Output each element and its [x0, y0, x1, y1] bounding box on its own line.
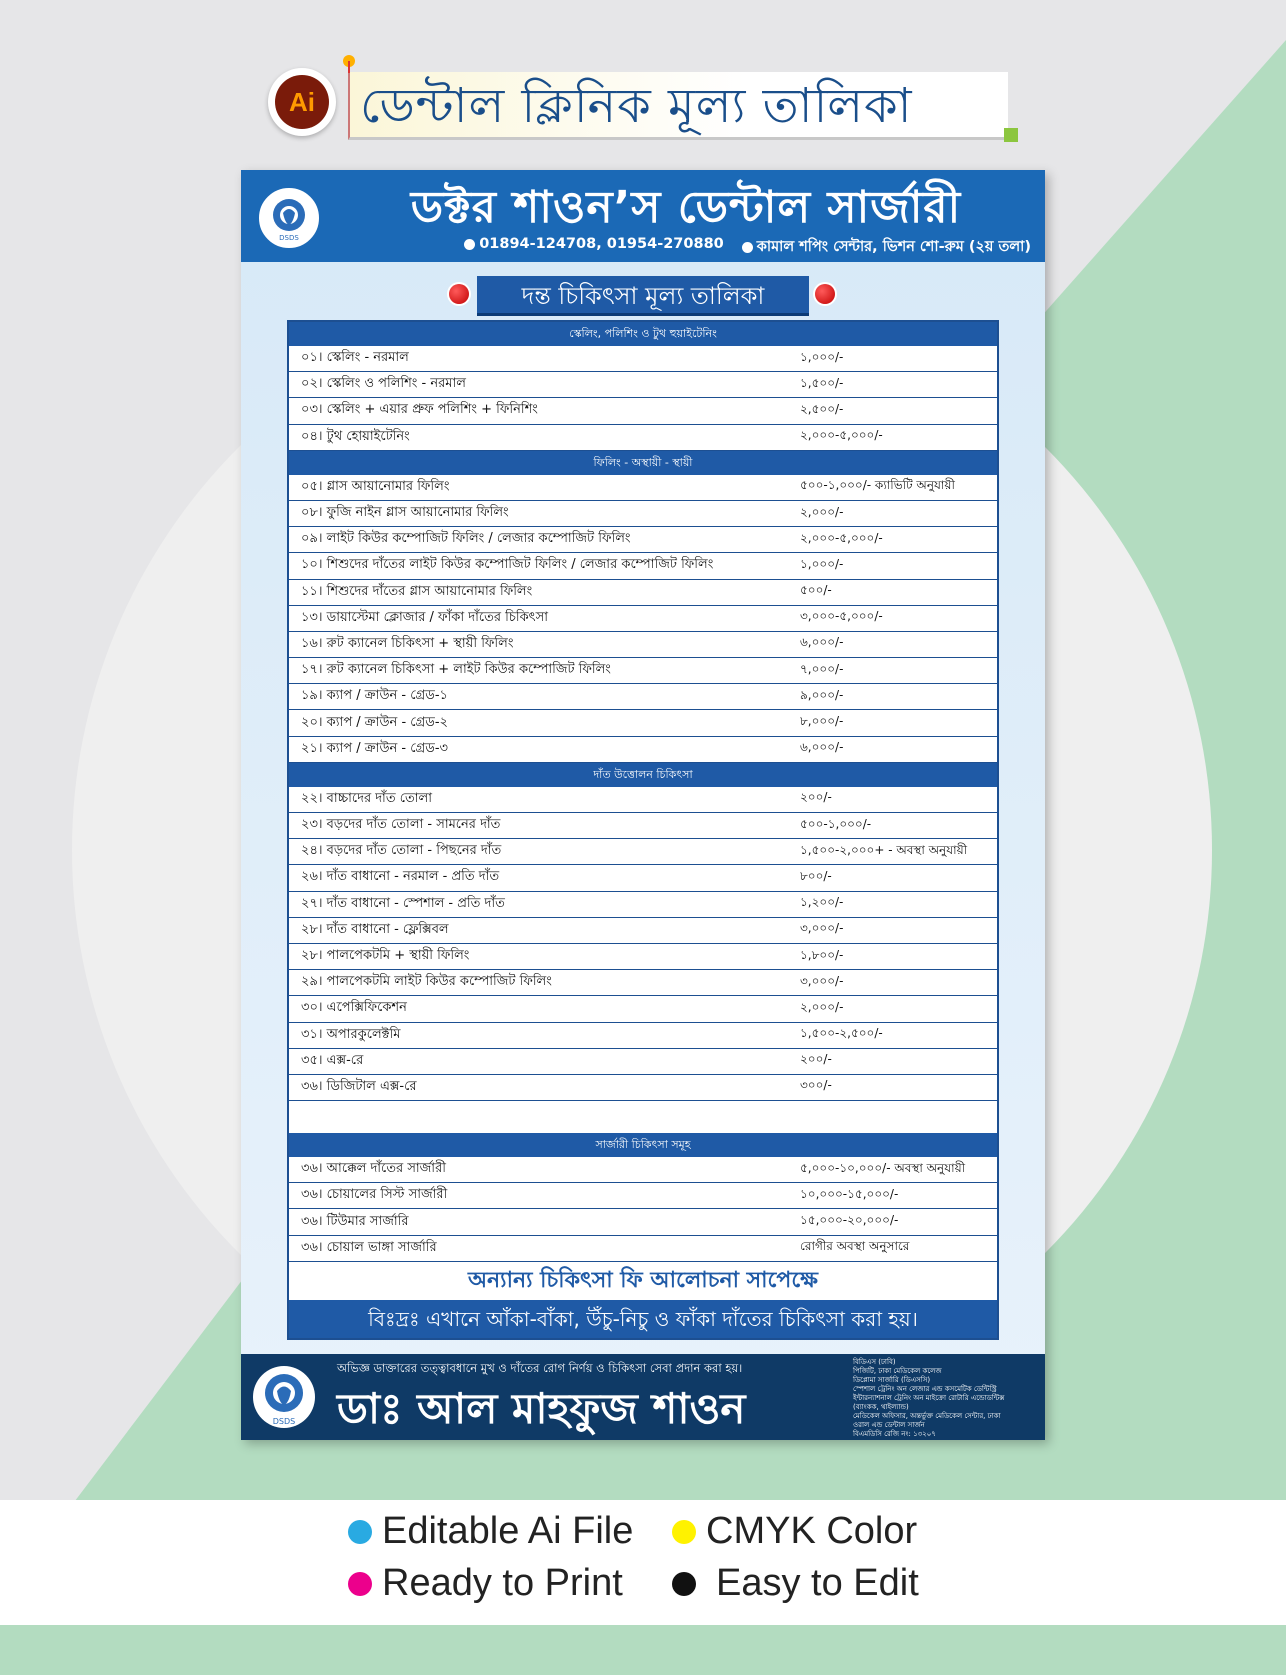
ai-logo-icon [268, 68, 336, 136]
service-name: ২০। ক্যাপ / ক্রাউন - গ্রেড-২ [301, 714, 448, 730]
service-name: ০৫। গ্লাস আয়ানোমার ফিলিং [301, 478, 450, 494]
table-row [289, 1049, 997, 1075]
service-price: ১৫,০০০-২০,০০০/- [800, 1213, 899, 1228]
service-name: ৩৬। ডিজিটাল এক্স-রে [301, 1078, 417, 1094]
service-price: রোগীর অবস্থা অনুসারে [800, 1239, 910, 1254]
table-row [289, 737, 997, 763]
section-rows [289, 1157, 997, 1262]
special-note: বিঃদ্রঃ এখানে আঁকা-বাঁকা, উঁচু-নিচু ও ফাঁকা দাঁতের চিকিৎসা করা হয়। [289, 1300, 997, 1338]
service-price: ১,৫০০/- [800, 375, 844, 390]
table-row [289, 346, 997, 372]
service-price: ২,০০০/- [800, 504, 844, 519]
service-name: ৩৬। চোয়াল ভাঙ্গা সার্জারি [301, 1239, 437, 1255]
table-row [289, 425, 997, 451]
table-row [289, 710, 997, 736]
table-row [289, 918, 997, 944]
table-row [289, 475, 997, 501]
service-name: ১৬। রুট ক্যানেল চিকিৎসা + স্থায়ী ফিলিং [301, 635, 514, 651]
service-price: ১,০০০/- [800, 349, 844, 364]
doctor-name: ডাঃ আল মাহফুজ শাওন [337, 1384, 746, 1433]
qualification-line: ইন্টারন্যাশনাল ট্রেনিং অন মাইক্রো রোটারি এন্ডোডন্টিক্স [853, 1394, 1005, 1402]
qualifications [853, 1358, 1039, 1439]
table-row [289, 1183, 997, 1209]
blank-row [289, 1101, 997, 1133]
feature-item [348, 1562, 623, 1605]
table-row [289, 553, 997, 579]
table-row [289, 372, 997, 398]
red-dot-icon [449, 284, 469, 304]
service-price: ৫০০/- [800, 583, 832, 598]
service-price: ৩,০০০/- [800, 973, 844, 988]
service-name: ২৩। বড়দের দাঁত তোলা - সামনের দাঁত [301, 817, 501, 833]
red-dot-icon [815, 284, 835, 304]
doctor-logo-icon [253, 1366, 315, 1428]
feature-item [672, 1510, 917, 1553]
table-row [289, 970, 997, 996]
service-name: ০৮। ফুজি নাইন গ্লাস আয়ানোমার ফিলিং [301, 505, 509, 521]
table-row [289, 1157, 997, 1183]
service-price: ২,০০০-৫,০০০/- [800, 530, 883, 545]
service-price: ৮,০০০/- [800, 714, 844, 729]
service-name: ০১। স্কেলিং - নরমাল [301, 350, 409, 366]
black-dot-icon [672, 1572, 696, 1596]
cyan-dot-icon [348, 1520, 372, 1544]
table-row [289, 813, 997, 839]
service-name: ০৩। স্কেলিং + এয়ার প্রুফ পলিশিং + ফিনিশিং [301, 402, 538, 418]
yellow-dot-icon [672, 1520, 696, 1544]
service-name: ২১। ক্যাপ / ক্রাউন - গ্রেড-৩ [301, 740, 448, 756]
table-row [289, 580, 997, 606]
service-price: ৭,০০০/- [800, 661, 844, 676]
feature-label: CMYK Color [706, 1510, 918, 1552]
service-price: ১,৫০০-২,০০০+ - অবস্থা অনুযায়ী [800, 842, 968, 857]
service-name: ১৭। রুট ক্যানেল চিকিৎসা + লাইট কিউর কম্পোজিট ফিলিং [301, 662, 611, 678]
qualification-line: (ব্যাংকক, থাইল্যান্ড) [853, 1403, 909, 1411]
top-title [268, 52, 1018, 144]
service-price: ২০০/- [800, 790, 832, 805]
footer-tagline: অভিজ্ঞ ডাক্তারের তত্ত্বাবধানে মুখ ও দাঁতের রোগ নির্ণয় ও চিকিৎসা সেবা প্রদান করা হয়। [337, 1361, 743, 1375]
svg-text:DSDS: DSDS [272, 1417, 296, 1426]
page-title: ডেন্টাল ক্লিনিক মূল্য তালিকা [360, 78, 913, 134]
service-name: ৩৬। চোয়ালের সিস্ট সার্জারী [301, 1187, 448, 1203]
feature-label: Editable Ai File [382, 1510, 634, 1552]
table-row [289, 839, 997, 865]
service-name: ৩০। এপেক্সিফিকেশন [301, 1000, 407, 1016]
service-price: ১০,০০০-১৫,০০০/- [800, 1186, 899, 1201]
table-row [289, 658, 997, 684]
section-header: সার্জারী চিকিৎসা সমূহ [289, 1133, 997, 1157]
qualification-line: বিডিএস (ঢাবি) [853, 1358, 896, 1366]
features-panel [0, 1500, 1286, 1625]
service-name: ৩১। অপারকুলেক্টমি [301, 1026, 401, 1042]
service-price: ৮০০/- [800, 868, 832, 883]
service-name: ১১। শিশুদের দাঁতের গ্লাস আয়ানোমার ফিলিং [301, 583, 533, 599]
service-name: ১৩। ডায়াস্টেমা ক্লোজার / ফাঁকা দাঁতের চিকিৎসা [301, 609, 548, 625]
location-icon [742, 242, 753, 253]
service-price: ৬,০০০/- [800, 635, 844, 650]
section-rows [289, 475, 997, 763]
feature-label: Ready to Print [382, 1562, 623, 1604]
service-price: ১,২০০/- [800, 895, 844, 910]
green-square-icon [1004, 128, 1018, 142]
qualification-line: ওরাল এন্ড ডেন্টাল সার্জন [853, 1421, 925, 1429]
poster-footer [241, 1354, 1045, 1440]
address-info [742, 236, 1031, 260]
section-header: স্কেলিং, পলিশিং ও টুথ হুয়াইটেনিং [289, 322, 997, 346]
service-price: ৫,০০০-১০,০০০/- অবস্থা অনুযায়ী [800, 1160, 966, 1175]
price-list-poster [241, 170, 1045, 1440]
service-price: ২০০/- [800, 1052, 832, 1067]
service-name: ১০। শিশুদের দাঁতের লাইট কিউর কম্পোজিট ফিলিং / লেজার কম্পোজিট ফিলিং [301, 557, 714, 573]
qualification-line: স্পেশাল ট্রেনিং অন লেজার এন্ড কসমেটিক ডেন্টিস্ট্রি [853, 1385, 997, 1393]
poster-header [241, 170, 1045, 262]
service-name: ৩৬। আক্কেল দাঁতের সার্জারী [301, 1161, 446, 1177]
service-price: ৩,০০০-৫,০০০/- [800, 609, 883, 624]
feature-label: Easy to Edit [716, 1562, 919, 1604]
service-name: ১৯। ক্যাপ / ক্রাউন - গ্রেড-১ [301, 688, 448, 704]
service-price: ৬,০০০/- [800, 740, 844, 755]
service-price: ১,০০০/- [800, 556, 844, 571]
service-name: ০৪। টুথ হোয়াইটেনিং [301, 428, 410, 444]
service-name: ২৪। বড়দের দাঁত তোলা - পিছনের দাঁত [301, 843, 502, 859]
section-header: দাঁত উত্তোলন চিকিৎসা [289, 763, 997, 787]
service-price: ২,০০০-৫,০০০/- [800, 428, 883, 443]
feature-item [348, 1510, 633, 1553]
service-name: ০৯। লাইট কিউর কম্পোজিট ফিলিং / লেজার কম্পোজিট ফিলিং [301, 531, 631, 547]
table-row [289, 1209, 997, 1235]
section-rows [289, 787, 997, 1133]
sub-title: দন্ত চিকিৎসা মূল্য তালিকা [477, 276, 809, 316]
section-header: ফিলিং - অস্থায়ী - স্থায়ী [289, 451, 997, 475]
service-name: ৩৬। টিউমার সার্জারি [301, 1213, 409, 1229]
table-row [289, 684, 997, 710]
section-rows [289, 346, 997, 451]
clinic-name: ডক্টর শাওন’স ডেন্টাল সার্জারী [410, 182, 962, 233]
qualification-line: বিএমডিসি রেজি নং: ১৩২০৭ [853, 1430, 936, 1438]
qualification-line: ডিপ্লোমা সার্জারি (ডিএসসি) [853, 1376, 931, 1384]
service-price: ৩০০/- [800, 1078, 832, 1093]
service-price: ২,৫০০/- [800, 401, 844, 416]
service-price: ১,৫০০-২,৫০০/- [800, 1026, 883, 1041]
phone-text: 01894-124708, 01954-270880 [479, 236, 724, 252]
service-name: ২২। বাচ্চাদের দাঁত তোলা [301, 790, 432, 806]
table-row [289, 398, 997, 424]
ai-logo-text: Ai [275, 75, 329, 129]
other-fee-note: অন্যান্য চিকিৎসা ফি আলোচনা সাপেক্ষে [289, 1262, 997, 1300]
service-name: ২৮। পালপেকটমি + স্থায়ী ফিলিং [301, 948, 470, 964]
service-price: ৩,০০০/- [800, 921, 844, 936]
table-row [289, 865, 997, 891]
service-price: ৯,০০০/- [800, 687, 844, 702]
service-price: ২,০০০/- [800, 999, 844, 1014]
table-row [289, 996, 997, 1022]
table-row [289, 1236, 997, 1262]
table-row [289, 892, 997, 918]
price-table [287, 320, 999, 1340]
phone-info [464, 236, 724, 260]
service-name: ০২। স্কেলিং ও পলিশিং - নরমাল [301, 376, 466, 392]
service-name: ২৮। দাঁত বাধানো - ফ্লেক্সিবল [301, 921, 449, 937]
address-text: কামাল শপিং সেন্টার, ভিশন শো-রুম (২য় তলা) [756, 239, 1031, 255]
service-price: ৫০০-১,০০০/- ক্যাভিটি অনুযায়ী [800, 478, 955, 493]
qualification-line: মেডিকেল অফিসার, অন্তর্ভুক্ত মেডিকেল সেন্টার, ঢাকা [853, 1412, 1001, 1420]
table-row [289, 501, 997, 527]
service-name: ২৯। পালপেকটমি লাইট কিউর কম্পোজিট ফিলিং [301, 974, 552, 990]
svg-text:DSDS: DSDS [279, 234, 299, 242]
table-row [289, 787, 997, 813]
pin-icon [338, 52, 360, 74]
table-row [289, 944, 997, 970]
table-row [289, 527, 997, 553]
feature-item [672, 1562, 919, 1605]
magenta-dot-icon [348, 1572, 372, 1596]
service-name: ৩৫। এক্স-রে [301, 1052, 364, 1068]
service-price: ১,৮০০/- [800, 947, 844, 962]
table-row [289, 606, 997, 632]
service-price: ৫০০-১,০০০/- [800, 816, 872, 831]
qualification-line: পিজিটি, ঢাকা মেডিকেল কলেজ [853, 1367, 942, 1375]
service-name: ২৭। দাঁত বাধানো - স্পেশাল - প্রতি দাঁত [301, 895, 505, 911]
service-name: ২৬। দাঁত বাধানো - নরমাল - প্রতি দাঁত [301, 869, 500, 885]
phone-icon [464, 239, 475, 250]
clinic-logo-icon [259, 188, 319, 248]
contact-row [351, 236, 1031, 260]
table-row [289, 1075, 997, 1101]
table-row [289, 1023, 997, 1049]
table-row [289, 632, 997, 658]
